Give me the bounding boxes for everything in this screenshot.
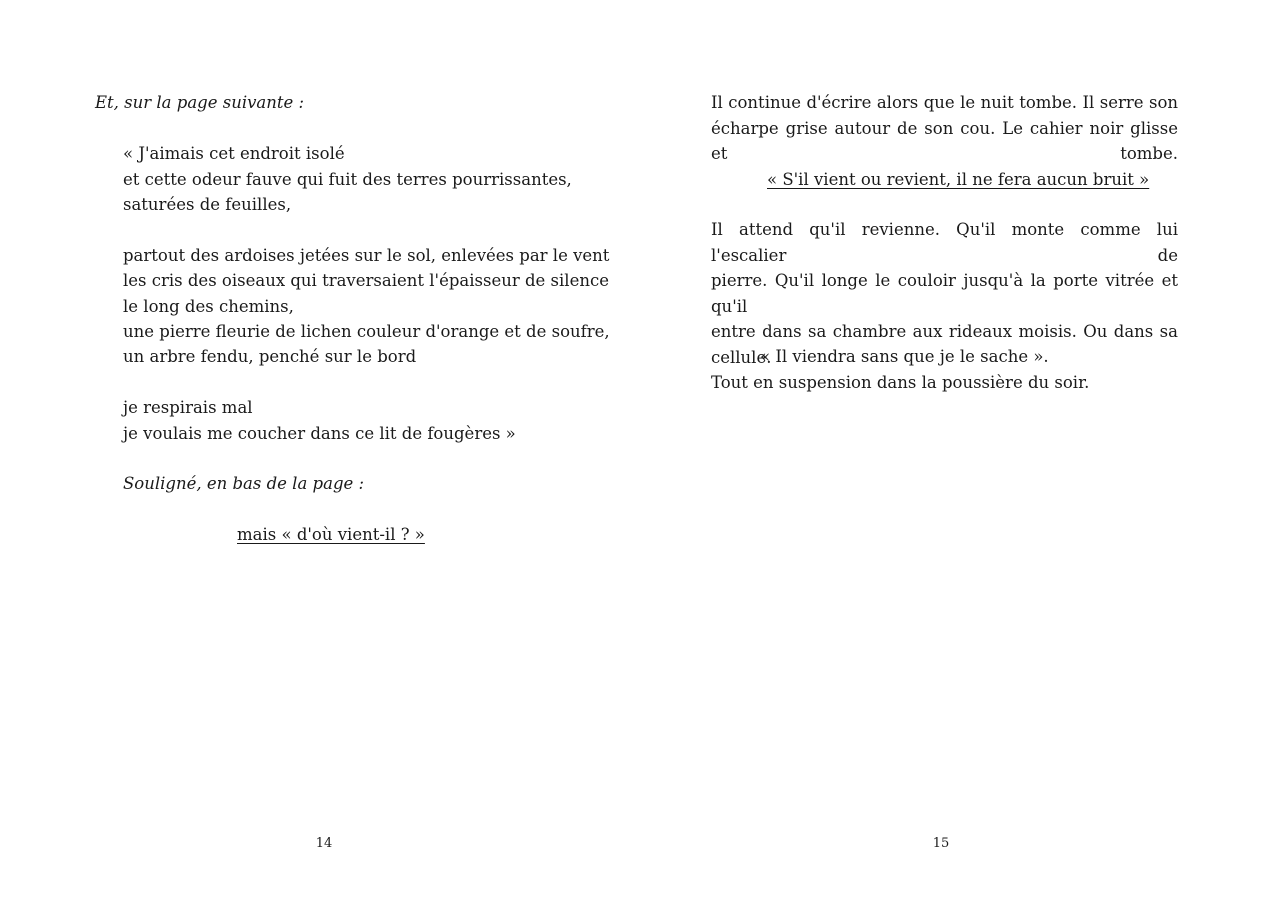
poem-line: une pierre fleurie de lichen couleur d'orange et de soufre, [123,322,610,341]
poem-line: saturées de feuilles, [123,195,292,214]
underlined-quote: mais « d'où vient-il ? » [237,525,425,544]
poem-line: partout des ardoises jetées sur le sol, enlevées par le vent [123,246,610,265]
paragraph-line: Tout en suspension dans la poussière du soir. [711,373,1090,392]
page-number: 14 [315,836,333,851]
underlined-quote: « S'il vient ou revient, il ne fera aucun bruit » [767,170,1150,189]
paragraph-line: écharpe grise autour de son cou. Le cahier noir glisse et tombe. [711,118,1178,163]
paragraph-1 [711,90,1178,167]
poem-line: et cette odeur fauve qui fuit des terres pourrissantes, [123,170,572,189]
poem-line: je respirais mal [123,398,253,417]
paragraph-line: pierre. Qu'il longe le couloir jusqu'à la porte vitrée et qu'il [711,271,1178,316]
paragraph-line: Il attend qu'il revienne. Qu'il monte comme lui l'escalier de [711,220,1178,265]
note-line: Souligné, en bas de la page : [123,474,365,493]
paragraph-line: Il continue d'écrire alors que le nuit tombe. Il serre son [711,93,1178,112]
poem-line: un arbre fendu, penché sur le bord [123,347,417,366]
poem-line: les cris des oiseaux qui traversaient l'épaisseur de silence [123,271,609,290]
intro-line: Et, sur la page suivante : [95,93,305,112]
page-number: 15 [932,836,950,851]
closing-quote: « Il viendra sans que je le sache ». [760,347,1049,366]
right-page [632,0,1264,904]
poem-line: le long des chemins, [123,297,294,316]
poem-line: je voulais me coucher dans ce lit de fougères » [123,424,516,443]
paragraph-line: entre dans sa chambre aux rideaux moisis. Ou dans sa cellule. [711,322,1178,367]
poem-line: « J'aimais cet endroit isolé [123,144,345,163]
